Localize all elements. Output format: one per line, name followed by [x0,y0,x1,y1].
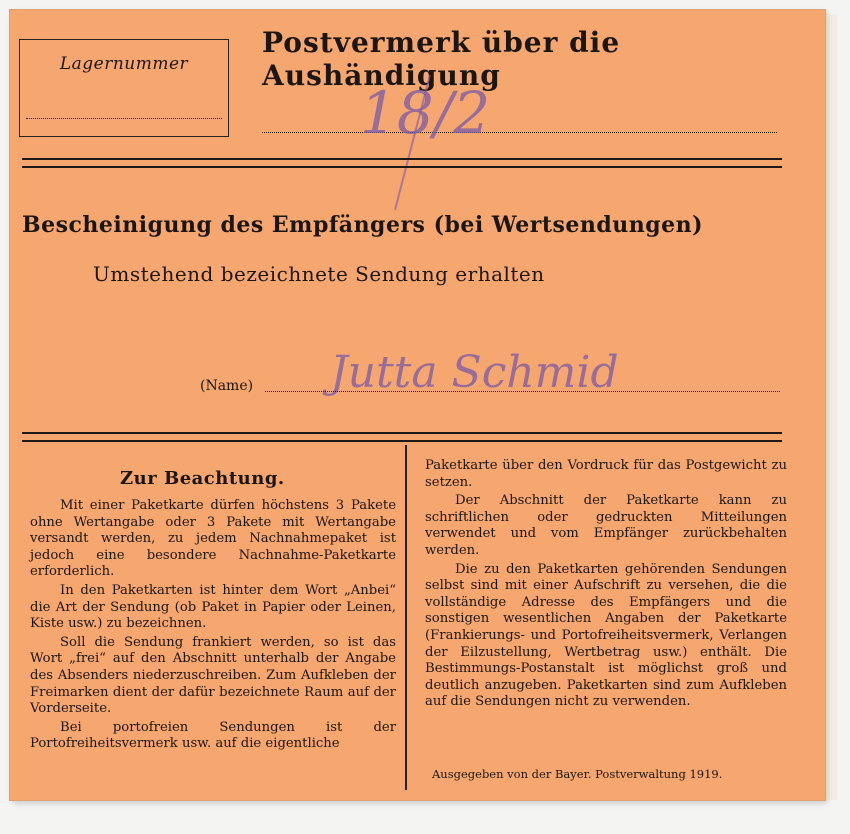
handwritten-number [300,55,600,215]
notice-heading: Zur Beachtung. [120,468,285,489]
notice-paragraph: Soll die Sendung frankiert werden, so ist das Wort „frei“ auf den Abschnitt unterhalb der Angabe des Absenders niederzuschreiben. Zum Aufkleben der Freimarken dient der dafür bezeichnete Raum auf der Vorderseite. [30,634,396,717]
handwritten-signature [320,335,660,410]
section-rule-top [22,158,782,160]
notice-paragraph: Bei portofreien Sendungen ist der Portofreiheitsvermerk usw. auf die eigentliche [30,719,396,752]
storage-number-label: Lagernummer [59,54,189,74]
handwritten-signature-text: Jutta Schmid [330,347,619,398]
notice-paragraph: In den Paketkarten ist hinter dem Wort „Anbei“ die Art der Sendung (ob Paket in Papier oder Leinen, Kiste usw.) zu bezeichnen. [30,582,396,632]
notice-paragraph: Der Abschnitt der Paketkarte kann zu schriftlichen oder gedruckten Mitteilungen verwendet und vom Empfänger zurückbehalten werden. [425,493,787,558]
page-edge [825,14,837,800]
column-divider [405,445,407,790]
issuer-footer: Ausgegeben von der Bayer. Postverwaltung 1919. [432,767,723,781]
storage-number-field [26,118,222,119]
recipient-certificate-title: Bescheinigung des Empfängers (bei Wertsendungen) [22,212,704,238]
notice-paragraph: Mit einer Paketkarte dürfen höchstens 3 Pakete ohne Wertangabe oder 3 Pakete mit Wertangabe versandt werden, zu jedem Nachnahmepaket ist jedoch eine besondere Nachnahme-Paketkarte erforderlich. [30,498,396,580]
delivery-note-title: Postvermerk über die Aushändigung [262,26,621,92]
name-field [265,391,780,392]
handwritten-number-text: 18/2 [360,79,491,147]
section-rule-top-2 [22,166,782,168]
notice-paragraph: Die zu den Paketkarten gehörenden Sendungen selbst sind mit einer Aufschrift zu versehen, die die vollständige Adresse des Empfängers und die sonstigen wesentlichen Angaben der Paketkarte (Frankierungs- und Portofreiheitsvermerk, Verlangen der Eilzustellung, Wertbetrag usw.) enthält. Die Bestimmungs-Postanstalt ist möglichst groß und deutlich anzugeben. Paketkarten sind zum Aufkleben auf die Sendungen nicht zu verwenden. [425,561,787,710]
section-rule-middle [22,432,782,434]
name-label: (Name) [200,378,254,394]
storage-number-box [19,39,229,137]
notice-right-column [425,458,787,713]
section-rule-middle-2 [22,440,782,442]
recipient-certificate-subtitle: Umstehend bezeichnete Sendung erhalten [93,262,545,286]
notice-left-column [30,498,396,755]
notice-paragraph: Paketkarte über den Vordruck für das Postgewicht zu setzen. [425,458,787,490]
